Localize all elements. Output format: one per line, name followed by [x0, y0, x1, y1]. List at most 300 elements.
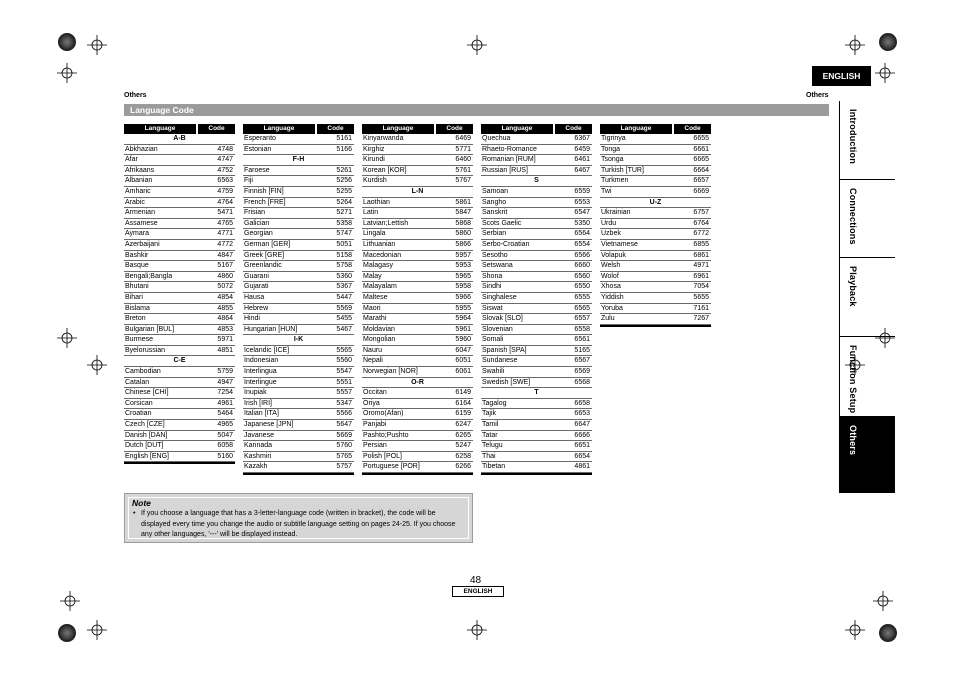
language-code: 5760: [336, 442, 352, 450]
language-code: 7254: [217, 389, 233, 397]
language-name: Urdu: [601, 219, 617, 227]
language-code: 6669: [693, 187, 709, 195]
table-row: [362, 176, 473, 187]
language-name: Hungarian [HUN]: [244, 325, 298, 333]
language-name: Turkmen: [601, 177, 629, 185]
table-row: [600, 155, 711, 166]
language-name: Serbian: [482, 230, 507, 238]
language-name: Swedish [SWE]: [482, 378, 531, 386]
table-header: [362, 124, 473, 134]
language-code: 6459: [574, 145, 590, 153]
table-row: [362, 134, 473, 145]
crosshair-mark-icon: [467, 620, 487, 640]
language-name: Bihari: [125, 293, 143, 301]
language-code: 5960: [455, 336, 471, 344]
language-code: 6657: [693, 177, 709, 185]
language-table-column: [124, 124, 235, 464]
language-name: Galician: [244, 219, 270, 227]
language-code: 7161: [693, 304, 709, 312]
nav-tab-others[interactable]: [840, 417, 895, 493]
language-name: Kirghiz: [363, 145, 385, 153]
language-code: 5565: [336, 346, 352, 354]
language-name: Singhalese: [482, 293, 517, 301]
language-code: 5860: [455, 230, 471, 238]
language-name: Nepali: [363, 357, 383, 365]
language-code: 5566: [336, 410, 352, 418]
language-name: Tajik: [482, 410, 497, 418]
table-header: [124, 124, 235, 134]
language-code: 6757: [693, 209, 709, 217]
table-row: [124, 187, 235, 198]
group-heading: U-Z: [600, 198, 711, 209]
language-name: Turkish [TUR]: [601, 166, 644, 174]
language-code: 5166: [336, 145, 352, 153]
table-row: [243, 367, 354, 378]
language-code: 5547: [336, 368, 352, 376]
table-row: [243, 431, 354, 442]
language-code: 5758: [336, 262, 352, 270]
table-row: [243, 187, 354, 198]
language-name: Abkhazian: [125, 145, 158, 153]
table-row: [362, 335, 473, 346]
language-name: Yiddish: [601, 293, 624, 301]
table-row: [124, 325, 235, 336]
language-name: Inupiak: [244, 389, 267, 397]
table-row: [481, 378, 592, 389]
language-code: 5051: [336, 240, 352, 248]
language-code: 6566: [574, 251, 590, 259]
table-row: [124, 145, 235, 156]
table-row: [243, 378, 354, 389]
language-code: 6265: [455, 431, 471, 439]
note-body: If you choose a language that has a 3-letter-language code (written in bracket), the code will be displayed every time you change the audio or subtitle language setting on pages 24-25. If you choose any other languages, '---' will be displayed instead.: [141, 510, 456, 538]
table-row: [243, 219, 354, 230]
language-name: Sangho: [482, 198, 507, 206]
language-name: Dutch [DUT]: [125, 442, 164, 450]
language-name: Tigrinya: [601, 135, 626, 142]
language-code: 7054: [693, 283, 709, 291]
table-end-rule: [243, 473, 354, 475]
side-navigation: [839, 101, 895, 493]
language-code: 6553: [574, 198, 590, 206]
language-code: 5965: [455, 272, 471, 280]
table-row: [243, 304, 354, 315]
language-name: Panjabi: [363, 421, 387, 429]
language-code: 6772: [693, 230, 709, 238]
language-code: 6653: [574, 410, 590, 418]
note-box: [124, 493, 473, 543]
language-code: 5847: [455, 209, 471, 217]
language-code: 5655: [693, 293, 709, 301]
language-name: Slovak [SLO]: [482, 315, 523, 323]
language-name: Sesotho: [482, 251, 508, 259]
language-code: 6563: [217, 177, 233, 185]
language-name: Quechua: [482, 135, 511, 142]
table-row: [124, 261, 235, 272]
nav-tab-label: Others: [848, 425, 858, 456]
nav-tab-function-setup[interactable]: [840, 337, 895, 417]
language-name: Hausa: [244, 293, 265, 301]
language-code: 6564: [574, 230, 590, 238]
table-row: [243, 441, 354, 452]
note-text: [133, 509, 463, 541]
table-row: [243, 356, 354, 367]
language-code: 5557: [336, 389, 352, 397]
language-name: Latin: [363, 209, 379, 217]
language-code: 5757: [336, 463, 352, 471]
language-name: Thai: [482, 452, 496, 460]
group-heading: O-R: [362, 378, 473, 389]
language-code: 6961: [693, 272, 709, 280]
crosshair-mark-icon: [57, 328, 77, 348]
language-code: 5471: [217, 209, 233, 217]
nav-tab-playback[interactable]: [840, 258, 895, 337]
crosshair-mark-icon: [873, 591, 893, 611]
language-code: 6565: [574, 304, 590, 312]
group-heading: S: [481, 176, 592, 187]
language-name: Wolof: [601, 272, 619, 280]
language-code: 5256: [336, 177, 352, 185]
nav-tab-introduction[interactable]: [840, 101, 895, 180]
language-code: 5467: [336, 325, 352, 333]
language-name: Irish [IRI]: [244, 399, 273, 407]
language-name: Hebrew: [244, 304, 269, 312]
language-name: Maori: [363, 304, 381, 312]
language-code: 4864: [217, 315, 233, 323]
language-code: 5669: [336, 431, 352, 439]
language-name: Byelorussian: [125, 346, 166, 354]
table-header: [243, 124, 354, 134]
language-code: 5464: [217, 410, 233, 418]
language-name: Russian [RUS]: [482, 166, 528, 174]
table-row: [600, 251, 711, 262]
table-row: [124, 441, 235, 452]
table-header: [481, 124, 592, 134]
language-name: Fiji: [244, 177, 253, 185]
table-row: [481, 272, 592, 283]
language-code: 5447: [336, 293, 352, 301]
table-header: [600, 124, 711, 134]
language-code: 5160: [217, 452, 233, 460]
language-name: Tibetan: [482, 463, 506, 471]
table-row: [243, 166, 354, 177]
table-row: [243, 176, 354, 187]
language-name: Tsonga: [601, 156, 624, 164]
language-code: 5350: [574, 219, 590, 227]
table-end-rule: [600, 325, 711, 327]
language-name: Oriya: [363, 399, 380, 407]
language-code: 4971: [693, 262, 709, 270]
language-name: Frisian: [244, 209, 266, 217]
language-code: 7267: [693, 315, 709, 323]
section-title-bar: Language Code: [124, 104, 829, 116]
nav-tab-label: Playback: [848, 266, 858, 307]
language-name: Kinyarwanda: [363, 135, 404, 142]
language-code: 6658: [574, 399, 590, 407]
table-row: [481, 219, 592, 230]
language-name: Afar: [125, 156, 138, 164]
crosshair-mark-icon: [845, 620, 865, 640]
language-name: Polish [POL]: [363, 452, 402, 460]
table-row: [124, 166, 235, 177]
language-code: 5964: [455, 315, 471, 323]
language-name: Assamese: [125, 219, 158, 227]
language-code: 5955: [455, 304, 471, 312]
crosshair-mark-icon: [845, 35, 865, 55]
table-row: [124, 335, 235, 346]
language-name: Bulgarian [BUL]: [125, 325, 175, 333]
language-name: Norwegian [NOR]: [363, 368, 418, 376]
language-name: Corsican: [125, 399, 153, 407]
language-code: 6560: [574, 272, 590, 280]
group-heading: I-K: [243, 335, 354, 346]
table-row: [124, 208, 235, 219]
language-name: Bengali;Bangla: [125, 272, 173, 280]
language-code: 4765: [217, 219, 233, 227]
language-code: 6469: [455, 135, 471, 142]
table-row: [362, 420, 473, 431]
language-table-column: [243, 124, 354, 475]
language-code: 6554: [574, 240, 590, 248]
table-row: [243, 134, 354, 145]
table-row: [481, 367, 592, 378]
language-code: 6855: [693, 240, 709, 248]
language-name: Kashmiri: [244, 452, 272, 460]
header-language: Language: [362, 124, 434, 134]
table-row: [362, 346, 473, 357]
language-code: 4771: [217, 230, 233, 238]
language-code: 6559: [574, 187, 590, 195]
table-row: [124, 229, 235, 240]
table-row: [362, 272, 473, 283]
table-row: [481, 134, 592, 145]
table-row: [243, 145, 354, 156]
language-name: Samoan: [482, 187, 509, 195]
language-code: 4772: [217, 240, 233, 248]
language-name: English [ENG]: [125, 452, 169, 460]
table-row: [362, 208, 473, 219]
language-code: 5953: [455, 262, 471, 270]
language-code: 4947: [217, 378, 233, 386]
table-row: [124, 378, 235, 389]
language-name: Oromo(Afan): [363, 410, 404, 418]
table-row: [124, 240, 235, 251]
language-code: 4965: [217, 421, 233, 429]
language-code: 5158: [336, 251, 352, 259]
table-row: [481, 462, 592, 473]
table-row: [243, 452, 354, 463]
table-row: [600, 304, 711, 315]
language-table-column: [481, 124, 592, 475]
table-row: [243, 399, 354, 410]
nav-tab-label: Connections: [848, 188, 858, 245]
note-title: Note: [132, 498, 151, 508]
language-name: Indonesian: [244, 357, 279, 365]
table-row: [124, 399, 235, 410]
table-end-rule: [124, 462, 235, 464]
language-code: 4752: [217, 166, 233, 174]
table-row: [600, 261, 711, 272]
table-row: [481, 399, 592, 410]
language-code: 5455: [336, 315, 352, 323]
table-row: [362, 356, 473, 367]
language-name: Catalan: [125, 378, 150, 386]
language-code: 5569: [336, 304, 352, 312]
table-row: [600, 187, 711, 198]
page-number: 48: [470, 575, 482, 586]
language-code: 4759: [217, 187, 233, 195]
language-code: 5560: [336, 357, 352, 365]
language-code: 5759: [217, 368, 233, 376]
group-heading: C-E: [124, 356, 235, 367]
language-code: 4748: [217, 145, 233, 153]
table-row: [124, 272, 235, 283]
header-code: Code: [555, 124, 592, 134]
group-heading: T: [481, 388, 592, 399]
language-name: Finnish [FIN]: [244, 187, 284, 195]
table-row: [600, 240, 711, 251]
language-code: 6764: [693, 219, 709, 227]
header-language: Language: [124, 124, 196, 134]
language-name: Greek [GRE]: [244, 251, 285, 259]
language-name: Portuguese [POR]: [363, 463, 420, 471]
table-row: [362, 282, 473, 293]
nav-tab-label: Introduction: [848, 109, 858, 164]
language-code: 4764: [217, 198, 233, 206]
table-row: [481, 208, 592, 219]
language-code: 5247: [455, 442, 471, 450]
registration-disc-icon: [879, 33, 897, 51]
table-row: [362, 388, 473, 399]
language-name: Yoruba: [601, 304, 623, 312]
language-name: Macedonian: [363, 251, 402, 259]
table-row: [243, 229, 354, 240]
table-row: [362, 325, 473, 336]
language-name: Swahili: [482, 368, 505, 376]
crosshair-mark-icon: [467, 35, 487, 55]
language-name: Guarani: [244, 272, 269, 280]
table-row: [362, 367, 473, 378]
language-code: 6550: [574, 283, 590, 291]
language-name: Italian [ITA]: [244, 410, 279, 418]
language-code: 4860: [217, 272, 233, 280]
table-row: [481, 441, 592, 452]
language-name: Latvian;Lettish: [363, 219, 409, 227]
language-name: Xhosa: [601, 283, 621, 291]
table-row: [124, 176, 235, 187]
language-name: Ukrainian: [601, 209, 631, 217]
language-code: 6558: [574, 325, 590, 333]
table-row: [362, 219, 473, 230]
table-row: [362, 240, 473, 251]
table-row: [481, 155, 592, 166]
table-row: [243, 251, 354, 262]
table-row: [362, 166, 473, 177]
nav-tab-connections[interactable]: [840, 180, 895, 258]
language-name: Amharic: [125, 187, 151, 195]
language-code: 4847: [217, 251, 233, 259]
language-name: Faroese: [244, 166, 270, 174]
language-code: 6266: [455, 463, 471, 471]
table-row: [124, 388, 235, 399]
registration-disc-icon: [58, 33, 76, 51]
table-row: [243, 261, 354, 272]
table-row: [481, 431, 592, 442]
language-name: Slovenian: [482, 325, 513, 333]
header-code: Code: [198, 124, 235, 134]
table-row: [362, 261, 473, 272]
language-code: 5047: [217, 431, 233, 439]
table-row: [481, 409, 592, 420]
language-name: Moldavian: [363, 325, 395, 333]
header-language: Language: [600, 124, 672, 134]
registration-disc-icon: [58, 624, 76, 642]
language-name: Lingala: [363, 230, 386, 238]
language-name: Marathi: [363, 315, 387, 323]
table-row: [481, 356, 592, 367]
language-code: 5861: [455, 198, 471, 206]
table-row: [600, 219, 711, 230]
language-code: 6567: [574, 357, 590, 365]
table-row: [243, 293, 354, 304]
language-name: Japanese [JPN]: [244, 421, 294, 429]
language-code: 6164: [455, 399, 471, 407]
language-code: 6651: [574, 442, 590, 450]
header-code: Code: [674, 124, 711, 134]
language-name: Georgian: [244, 230, 273, 238]
language-code: 4747: [217, 156, 233, 164]
table-row: [124, 155, 235, 166]
language-name: Welsh: [601, 262, 621, 270]
language-code: 4851: [217, 346, 233, 354]
table-row: [124, 219, 235, 230]
header-language: Language: [243, 124, 315, 134]
language-code: 5072: [217, 283, 233, 291]
language-name: Korean [KOR]: [363, 166, 407, 174]
table-row: [243, 282, 354, 293]
language-code: 6258: [455, 452, 471, 460]
language-name: Volapuk: [601, 251, 626, 259]
language-code: 5551: [336, 378, 352, 386]
language-name: Romanian [RUM]: [482, 156, 536, 164]
table-row: [362, 229, 473, 240]
table-row: [362, 399, 473, 410]
language-name: Somali: [482, 336, 504, 344]
language-code: 6660: [574, 262, 590, 270]
table-row: [362, 155, 473, 166]
language-code: 6247: [455, 421, 471, 429]
header-code: Code: [436, 124, 473, 134]
table-row: [600, 134, 711, 145]
language-name: Kazakh: [244, 463, 268, 471]
table-row: [362, 145, 473, 156]
language-code: 6661: [693, 145, 709, 153]
language-name: Bashkir: [125, 251, 149, 259]
language-code: 6051: [455, 357, 471, 365]
table-row: [362, 314, 473, 325]
language-name: Malagasy: [363, 262, 393, 270]
table-row: [362, 462, 473, 473]
language-name: Tagalog: [482, 399, 507, 407]
language-code: 6460: [455, 156, 471, 164]
table-row: [243, 409, 354, 420]
language-code: 5958: [455, 283, 471, 291]
table-row: [124, 251, 235, 262]
group-heading: A-B: [124, 134, 235, 145]
language-name: Malay: [363, 272, 382, 280]
language-name: Zulu: [601, 315, 615, 323]
language-code: 5765: [336, 452, 352, 460]
